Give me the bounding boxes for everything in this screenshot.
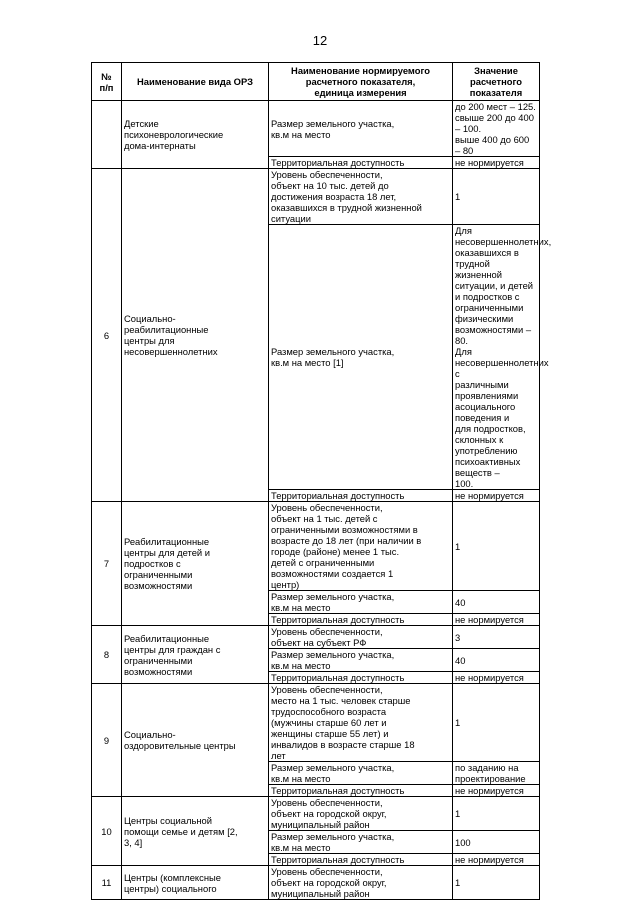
indicator-cell	[269, 101, 453, 157]
header-type: Наименование вида ОРЗ	[122, 63, 269, 101]
indicator-cell	[269, 626, 453, 649]
facility-type-name: Центры социальной помощи семье и детям [2, 3, 4]	[124, 814, 238, 848]
facility-type-name: Социально- оздоровительные центры	[124, 729, 236, 751]
table-body	[92, 101, 552, 900]
row-number-cell	[92, 502, 122, 626]
indicator-text: Размер земельного участка, кв.м на место [1]	[271, 346, 395, 368]
indicator-cell	[269, 684, 453, 762]
row-number-cell	[92, 626, 122, 684]
value-cell	[453, 672, 540, 684]
header-num: № п/п	[92, 63, 122, 101]
header-indicator: Наименование нормируемого расчетного показателя, единица измерения	[269, 63, 453, 101]
row-number-cell	[92, 169, 122, 502]
row-number: 6	[103, 329, 110, 341]
indicator-text: Уровень обеспеченности, место на 1 тыс. человек старше трудоспособного возраста (мужчины старше 60 лет и женщины старше 55 лет) и инвалидов в возрасте старше 18 лет	[271, 684, 415, 761]
row-number-cell	[92, 797, 122, 866]
value-cell	[453, 101, 540, 157]
value-text: 1	[455, 808, 461, 819]
indicator-cell	[269, 490, 453, 502]
indicator-cell	[269, 785, 453, 797]
facility-type-name: Центры (комплексные центры) социального	[124, 871, 221, 894]
facility-type-cell	[122, 626, 269, 684]
value-cell	[453, 854, 540, 866]
indicator-cell	[269, 649, 453, 672]
facility-type-name: Реабилитационные центры для детей и подростков с ограниченными возможностями	[124, 536, 210, 591]
indicator-text: Размер земельного участка, кв.м на место	[271, 831, 395, 853]
norms-table	[91, 62, 552, 900]
value-cell	[453, 502, 540, 591]
facility-type-name: Реабилитационные центры для граждан с ограниченными возможностями	[124, 632, 221, 677]
value-cell	[453, 225, 552, 490]
value-cell	[453, 626, 540, 649]
value-cell	[453, 614, 540, 626]
indicator-cell	[269, 797, 453, 831]
value-text: 40	[455, 654, 466, 666]
table-header-row	[92, 63, 540, 101]
value-text: 1	[455, 191, 461, 202]
value-text: 100	[455, 836, 471, 848]
indicator-text: Территориальная доступность	[271, 854, 405, 865]
facility-type-cell	[122, 502, 269, 626]
value-text: Для несовершеннолетних, оказавшихся в трудной жизненной ситуации, и детей и подростков с ограниченными физическими возможностями – 80. Для несовершеннолетних с различными проявлениями асоциального поведения и для подростков, склонных к употреблению психоактивных веществ – 100.	[455, 225, 552, 489]
page-number: 12	[312, 33, 328, 48]
table-row	[92, 502, 540, 591]
indicator-cell	[269, 225, 453, 490]
value-text: 40	[455, 596, 466, 608]
indicator-text: Размер земельного участка, кв.м на место	[271, 591, 395, 613]
row-number: 8	[103, 649, 110, 660]
table-row	[92, 684, 540, 762]
indicator-text: Уровень обеспеченности, объект на городской округ, муниципальный район	[271, 797, 387, 830]
indicator-text: Уровень обеспеченности, объект на 1 тыс. детей с ограниченными возможностями в возрасте до 18 лет (при наличии в городе (районе) менее 1 тыс. детей с ограниченными возможностями создается 1 центр)	[271, 502, 422, 590]
row-number-cell	[92, 866, 122, 900]
facility-type-cell	[122, 101, 269, 169]
indicator-text: Уровень обеспеченности, объект на городской округ, муниципальный район	[271, 866, 387, 899]
indicator-cell	[269, 169, 453, 225]
value-text: 1	[455, 877, 461, 888]
value-text: не нормируется	[455, 854, 524, 865]
indicator-text: Уровень обеспеченности, объект на 10 тыс. детей до достижения возраста 18 лет, оказавшихся в трудной жизненной ситуации	[271, 169, 422, 224]
value-text: не нормируется	[455, 672, 524, 683]
header-value: Значение расчетного показателя	[453, 63, 540, 101]
value-text: 1	[455, 717, 461, 728]
value-text: по заданию на проектирование	[455, 762, 526, 784]
indicator-cell	[269, 831, 453, 854]
facility-type-name: Социально- реабилитационные центры для несовершеннолетних	[124, 313, 218, 357]
value-cell	[453, 785, 540, 797]
facility-type-name: Детские психоневрологические дома-интернаты	[124, 118, 224, 151]
value-text: 3	[455, 631, 461, 643]
table-row	[92, 797, 540, 831]
indicator-cell	[269, 157, 453, 169]
value-cell	[453, 831, 540, 854]
table-row	[92, 169, 540, 225]
value-cell	[453, 684, 540, 762]
indicator-text: Размер земельного участка, кв.м на место	[271, 117, 395, 140]
value-text: не нормируется	[455, 785, 524, 796]
row-number-cell	[92, 684, 122, 797]
row-number: 10	[101, 825, 112, 837]
value-cell	[453, 490, 540, 502]
indicator-cell	[269, 762, 453, 785]
value-cell	[453, 866, 540, 900]
indicator-cell	[269, 672, 453, 684]
value-text: до 200 мест – 125. свыше 200 до 400 – 100. выше 400 до 600 – 80	[455, 101, 536, 156]
indicator-text: Территориальная доступность	[271, 490, 405, 501]
indicator-cell	[269, 854, 453, 866]
value-cell	[453, 591, 540, 614]
value-cell	[453, 169, 540, 225]
value-cell	[453, 797, 540, 831]
row-number: 9	[103, 734, 110, 746]
indicator-cell	[269, 866, 453, 900]
table-row	[92, 866, 540, 900]
facility-type-cell	[122, 684, 269, 797]
facility-type-cell	[122, 866, 269, 900]
indicator-cell	[269, 591, 453, 614]
value-text: не нормируется	[455, 490, 524, 501]
indicator-cell	[269, 502, 453, 591]
row-number: 11	[101, 877, 112, 888]
value-text: не нормируется	[455, 614, 524, 625]
table-row	[92, 101, 540, 157]
value-cell	[453, 762, 540, 785]
value-text: не нормируется	[455, 157, 524, 168]
indicator-text: Территориальная доступность	[271, 614, 405, 625]
indicator-text: Территориальная доступность	[271, 785, 405, 796]
indicator-text: Территориальная доступность	[271, 672, 405, 683]
indicator-cell	[269, 614, 453, 626]
facility-type-cell	[122, 797, 269, 866]
indicator-text: Размер земельного участка, кв.м на место	[271, 762, 395, 784]
value-cell	[453, 649, 540, 672]
row-number: 7	[103, 558, 110, 569]
indicator-text: Размер земельного участка, кв.м на место	[271, 649, 395, 671]
value-text: 1	[455, 540, 461, 552]
row-number-cell	[92, 101, 122, 169]
facility-type-cell	[122, 169, 269, 502]
table-row	[92, 626, 540, 649]
indicator-text: Уровень обеспеченности, объект на субъект РФ	[271, 626, 383, 648]
indicator-text: Территориальная доступность	[271, 157, 405, 168]
value-cell	[453, 157, 540, 169]
